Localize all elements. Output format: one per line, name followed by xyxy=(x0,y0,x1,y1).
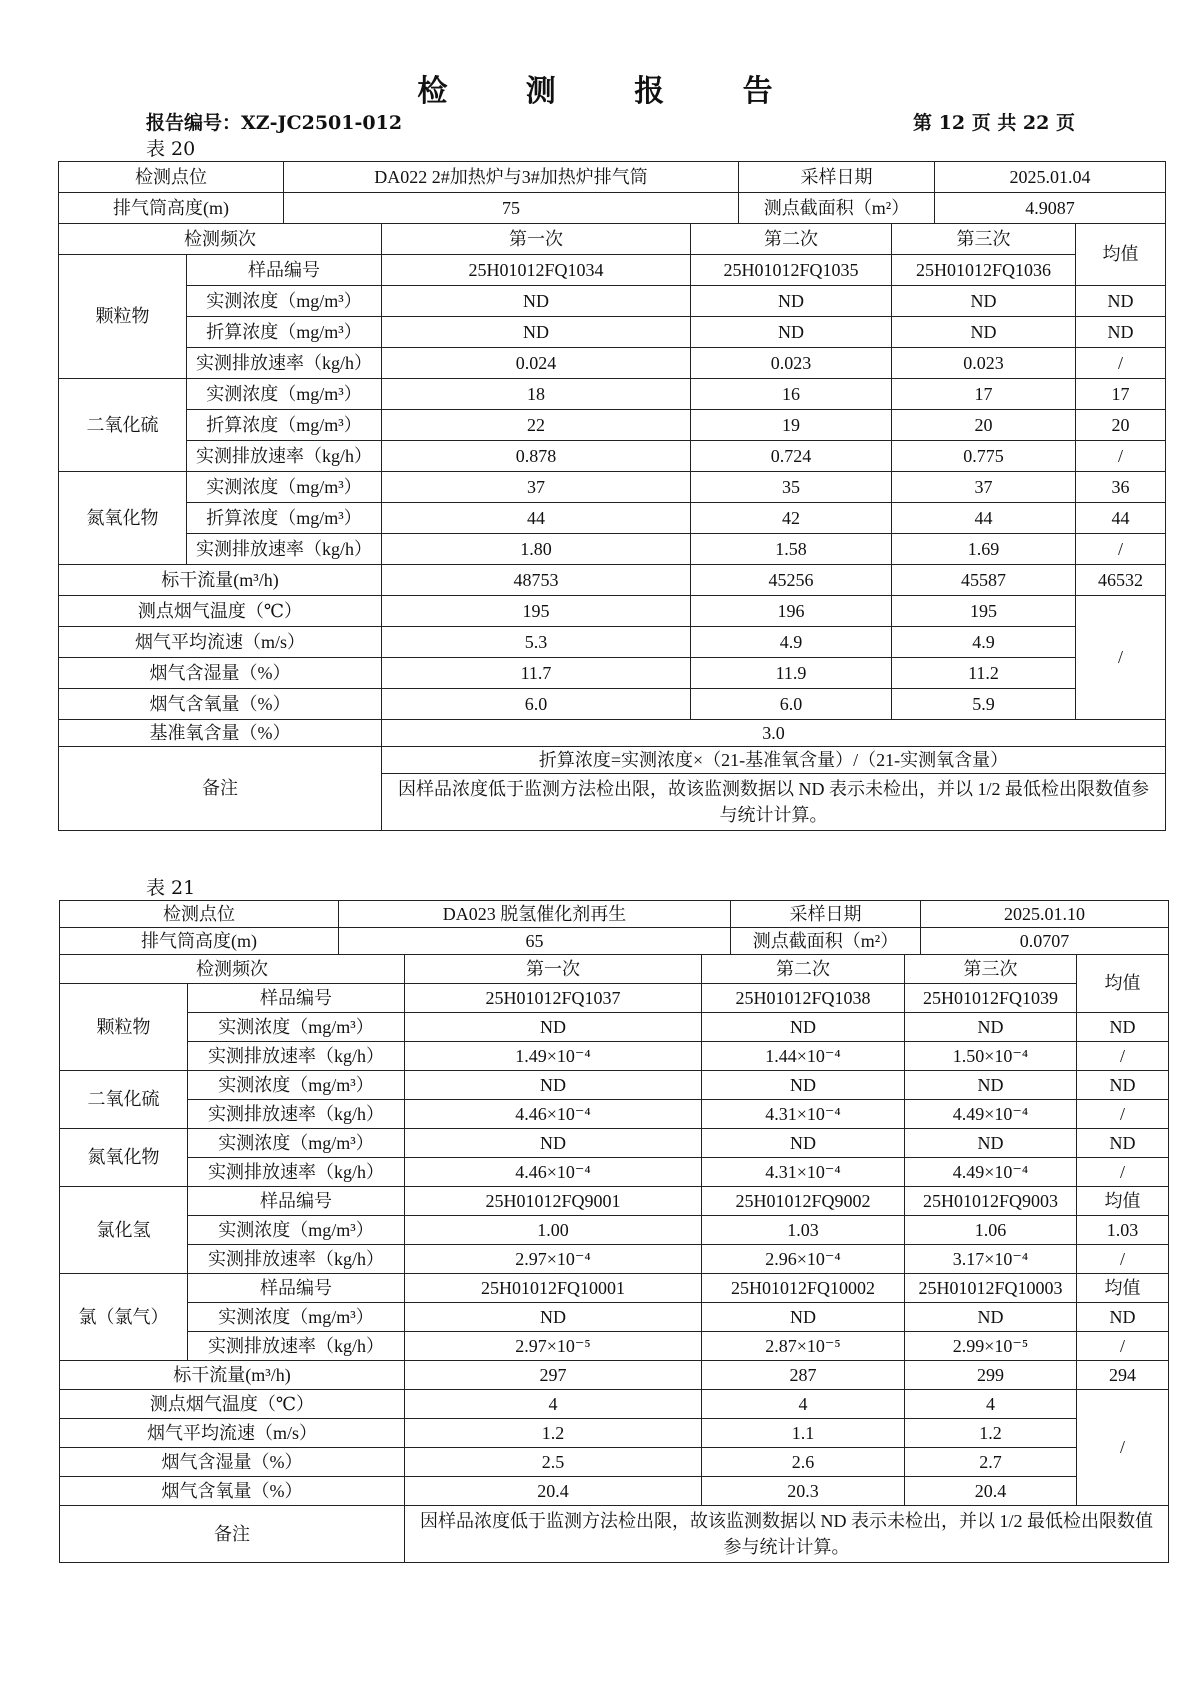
cell-value: 3.17×10⁻⁴ xyxy=(905,1245,1077,1274)
cell-value: 0.878 xyxy=(382,441,691,472)
cell-sample-label: 样品编号 xyxy=(188,1274,405,1303)
table20-label: 表 20 xyxy=(146,138,196,160)
cell-pollutant-nox: 氮氧化物 xyxy=(60,1129,188,1187)
cell-freq-label: 检测频次 xyxy=(60,955,405,984)
cell-row-label: 标干流量(m³/h) xyxy=(59,565,382,596)
cell-height: 65 xyxy=(339,928,731,955)
cell-sample-label: 样品编号 xyxy=(188,1187,405,1216)
cell-row-label: 实测排放速率（kg/h） xyxy=(188,1042,405,1071)
cell-row-label: 实测排放速率（kg/h） xyxy=(187,534,382,565)
cell-area: 0.0707 xyxy=(921,928,1169,955)
cell-value: 1.80 xyxy=(382,534,691,565)
cell-sample: 25H01012FQ1034 xyxy=(382,255,691,286)
cell-value: 6.0 xyxy=(691,689,892,720)
cell-row-label: 实测浓度（mg/m³） xyxy=(187,472,382,503)
cell-date-label: 采样日期 xyxy=(731,901,921,928)
cell-avg: / xyxy=(1077,1100,1169,1129)
cell-avg: / xyxy=(1076,441,1166,472)
cell-value: 4 xyxy=(702,1390,905,1419)
cell-value: 4.49×10⁻⁴ xyxy=(905,1158,1077,1187)
cell-value: 4.31×10⁻⁴ xyxy=(702,1158,905,1187)
cell-row-label: 烟气含氧量（%） xyxy=(60,1477,405,1506)
cell-avg: / xyxy=(1076,596,1166,720)
page-info: 第 12 页 共 22 页 xyxy=(913,112,1075,134)
table-row xyxy=(59,596,1166,627)
cell-avg-label: 均值 xyxy=(1077,955,1169,1013)
table-row xyxy=(60,928,1169,955)
cell-pollutant-nox: 氮氧化物 xyxy=(59,472,187,565)
cell-remark-note: 因样品浓度低于监测方法检出限，故该监测数据以 ND 表示未检出，并以 1/2 最低检出限数值参与统计计算。 xyxy=(382,774,1166,831)
cell-value: 48753 xyxy=(382,565,691,596)
cell-row-label: 实测浓度（mg/m³） xyxy=(188,1303,405,1332)
cell-sample: 25H01012FQ1039 xyxy=(905,984,1077,1013)
cell-sample: 25H01012FQ1037 xyxy=(405,984,702,1013)
cell-value: 4 xyxy=(405,1390,702,1419)
cell-value: 1.03 xyxy=(702,1216,905,1245)
cell-avg-label: 均值 xyxy=(1077,1187,1169,1216)
cell-sample: 25H01012FQ10003 xyxy=(905,1274,1077,1303)
cell-value: 20 xyxy=(892,410,1076,441)
cell-sample: 25H01012FQ1035 xyxy=(691,255,892,286)
cell-row-label: 标干流量(m³/h) xyxy=(60,1361,405,1390)
cell-freq-label: 检测频次 xyxy=(59,224,382,255)
cell-value: 0.024 xyxy=(382,348,691,379)
cell-value: 0.023 xyxy=(892,348,1076,379)
cell-value: 2.96×10⁻⁴ xyxy=(702,1245,905,1274)
table-row xyxy=(59,224,1166,255)
cell-avg: ND xyxy=(1077,1071,1169,1100)
table-row xyxy=(60,1129,1169,1158)
cell-value: 195 xyxy=(382,596,691,627)
cell-value: 196 xyxy=(691,596,892,627)
cell-value: 1.00 xyxy=(405,1216,702,1245)
cell-value: 1.2 xyxy=(905,1419,1077,1448)
cell-value: ND xyxy=(905,1071,1077,1100)
cell-value: 2.97×10⁻⁵ xyxy=(405,1332,702,1361)
cell-avg-label: 均值 xyxy=(1077,1274,1169,1303)
cell-value: ND xyxy=(691,317,892,348)
cell-avg: 294 xyxy=(1077,1361,1169,1390)
cell-value: 20.3 xyxy=(702,1477,905,1506)
cell-point: DA022 2#加热炉与3#加热炉排气筒 xyxy=(284,162,739,193)
cell-value: 299 xyxy=(905,1361,1077,1390)
page-title: 检 测 报 告 xyxy=(417,74,807,109)
cell-value: 4.46×10⁻⁴ xyxy=(405,1100,702,1129)
cell-row-label: 测点烟气温度（℃） xyxy=(59,596,382,627)
cell-row-label: 折算浓度（mg/m³） xyxy=(187,410,382,441)
table-row xyxy=(59,255,1166,286)
table-row xyxy=(60,1506,1169,1563)
cell-value: 2.6 xyxy=(702,1448,905,1477)
cell-value: ND xyxy=(382,286,691,317)
cell-value: 4 xyxy=(905,1390,1077,1419)
cell-pollutant-so2: 二氧化硫 xyxy=(59,379,187,472)
cell-remark-formula: 折算浓度=实测浓度×（21-基准氧含量）/（21-实测氧含量） xyxy=(382,747,1166,774)
cell-height-label: 排气筒高度(m) xyxy=(59,193,284,224)
cell-value: 42 xyxy=(691,503,892,534)
cell-value: 1.06 xyxy=(905,1216,1077,1245)
table-row xyxy=(60,1303,1169,1332)
cell-avg: ND xyxy=(1076,286,1166,317)
cell-value: 2.7 xyxy=(905,1448,1077,1477)
cell-value: ND xyxy=(892,286,1076,317)
cell-avg: 20 xyxy=(1076,410,1166,441)
cell-row-label: 实测浓度（mg/m³） xyxy=(188,1071,405,1100)
cell-remarks-label: 备注 xyxy=(59,747,382,831)
table-row xyxy=(60,1042,1169,1071)
cell-avg: / xyxy=(1077,1390,1169,1506)
cell-value: 20.4 xyxy=(405,1477,702,1506)
table21-label: 表 21 xyxy=(146,877,196,899)
cell-value: 297 xyxy=(405,1361,702,1390)
cell-avg: ND xyxy=(1076,317,1166,348)
cell-row-label: 烟气含湿量（%） xyxy=(59,658,382,689)
cell-value: ND xyxy=(892,317,1076,348)
table-row xyxy=(59,472,1166,503)
cell-value: 45587 xyxy=(892,565,1076,596)
table-row xyxy=(60,984,1169,1013)
table-row xyxy=(59,193,1166,224)
cell-value: ND xyxy=(691,286,892,317)
cell-remark-note: 因样品浓度低于监测方法检出限，故该监测数据以 ND 表示未检出，并以 1/2 最低检出限数值参与统计计算。 xyxy=(405,1506,1169,1563)
cell-value: ND xyxy=(405,1129,702,1158)
cell-avg: ND xyxy=(1077,1129,1169,1158)
cell-sample: 25H01012FQ1036 xyxy=(892,255,1076,286)
cell-value: 5.9 xyxy=(892,689,1076,720)
cell-pollutant-hcl: 氯化氢 xyxy=(60,1187,188,1274)
cell-row-label: 实测浓度（mg/m³） xyxy=(188,1216,405,1245)
cell-avg: / xyxy=(1077,1332,1169,1361)
cell-value: 1.49×10⁻⁴ xyxy=(405,1042,702,1071)
table-row xyxy=(59,658,1166,689)
cell-run3: 第三次 xyxy=(905,955,1077,984)
cell-run2: 第二次 xyxy=(702,955,905,984)
table-row xyxy=(59,162,1166,193)
cell-value: 16 xyxy=(691,379,892,410)
cell-avg: / xyxy=(1076,534,1166,565)
cell-sample: 25H01012FQ10002 xyxy=(702,1274,905,1303)
cell-value: 1.1 xyxy=(702,1419,905,1448)
cell-row-label: 实测排放速率（kg/h） xyxy=(187,348,382,379)
cell-value: ND xyxy=(702,1071,905,1100)
cell-value: 1.58 xyxy=(691,534,892,565)
cell-value: ND xyxy=(905,1129,1077,1158)
cell-value: 2.97×10⁻⁴ xyxy=(405,1245,702,1274)
cell-row-label: 实测排放速率（kg/h） xyxy=(187,441,382,472)
cell-value: 0.724 xyxy=(691,441,892,472)
cell-value: 4.31×10⁻⁴ xyxy=(702,1100,905,1129)
table-row xyxy=(60,1390,1169,1419)
table-row xyxy=(59,627,1166,658)
cell-value: 11.2 xyxy=(892,658,1076,689)
cell-row-label: 烟气含氧量（%） xyxy=(59,689,382,720)
cell-value: 35 xyxy=(691,472,892,503)
table-row xyxy=(59,317,1166,348)
cell-sample: 25H01012FQ10001 xyxy=(405,1274,702,1303)
table-row xyxy=(60,1158,1169,1187)
cell-value: 18 xyxy=(382,379,691,410)
table-row xyxy=(59,441,1166,472)
table-row xyxy=(59,503,1166,534)
cell-avg: ND xyxy=(1077,1013,1169,1042)
cell-value: 37 xyxy=(892,472,1076,503)
cell-avg: / xyxy=(1076,348,1166,379)
report-number: 报告编号：XZ-JC2501-012 xyxy=(146,112,403,134)
cell-run1: 第一次 xyxy=(405,955,702,984)
cell-value: 2.99×10⁻⁵ xyxy=(905,1332,1077,1361)
cell-value: 3.0 xyxy=(382,720,1166,747)
table-row xyxy=(60,1448,1169,1477)
cell-point: DA023 脱氢催化剂再生 xyxy=(339,901,731,928)
cell-row-label: 实测浓度（mg/m³） xyxy=(188,1013,405,1042)
table-row xyxy=(60,1216,1169,1245)
cell-value: 19 xyxy=(691,410,892,441)
table21 xyxy=(59,900,1169,1563)
cell-value: 1.44×10⁻⁴ xyxy=(702,1042,905,1071)
table-row xyxy=(59,747,1166,774)
cell-point-label: 检测点位 xyxy=(60,901,339,928)
cell-value: 2.87×10⁻⁵ xyxy=(702,1332,905,1361)
table-row xyxy=(60,1071,1169,1100)
cell-value: ND xyxy=(405,1013,702,1042)
cell-avg: 1.03 xyxy=(1077,1216,1169,1245)
table-row xyxy=(60,1361,1169,1390)
cell-avg: / xyxy=(1077,1245,1169,1274)
cell-run1: 第一次 xyxy=(382,224,691,255)
cell-avg: 46532 xyxy=(1076,565,1166,596)
cell-avg: / xyxy=(1077,1158,1169,1187)
table-row xyxy=(59,286,1166,317)
cell-row-label: 基准氧含量（%） xyxy=(59,720,382,747)
cell-row-label: 实测排放速率（kg/h） xyxy=(188,1100,405,1129)
cell-value: 1.2 xyxy=(405,1419,702,1448)
table-row xyxy=(59,410,1166,441)
cell-value: ND xyxy=(405,1303,702,1332)
cell-value: 4.46×10⁻⁴ xyxy=(405,1158,702,1187)
cell-value: 20.4 xyxy=(905,1477,1077,1506)
cell-run3: 第三次 xyxy=(892,224,1076,255)
cell-value: ND xyxy=(382,317,691,348)
cell-value: 22 xyxy=(382,410,691,441)
table-row xyxy=(59,565,1166,596)
cell-value: 2.5 xyxy=(405,1448,702,1477)
cell-row-label: 实测排放速率（kg/h） xyxy=(188,1332,405,1361)
table20 xyxy=(58,161,1166,831)
table-row xyxy=(59,689,1166,720)
table-row xyxy=(60,955,1169,984)
cell-row-label: 折算浓度（mg/m³） xyxy=(187,503,382,534)
cell-value: 37 xyxy=(382,472,691,503)
cell-value: 6.0 xyxy=(382,689,691,720)
cell-row-label: 实测排放速率（kg/h） xyxy=(188,1158,405,1187)
cell-pollutant-pm: 颗粒物 xyxy=(60,984,188,1071)
cell-value: ND xyxy=(702,1129,905,1158)
table-row xyxy=(59,534,1166,565)
cell-sample: 25H01012FQ9001 xyxy=(405,1187,702,1216)
cell-date-label: 采样日期 xyxy=(739,162,935,193)
table-row xyxy=(60,1187,1169,1216)
cell-value: 11.9 xyxy=(691,658,892,689)
cell-run2: 第二次 xyxy=(691,224,892,255)
cell-value: 0.023 xyxy=(691,348,892,379)
cell-value: 45256 xyxy=(691,565,892,596)
cell-avg-label: 均值 xyxy=(1076,224,1166,286)
cell-sample-label: 样品编号 xyxy=(188,984,405,1013)
cell-value: ND xyxy=(702,1303,905,1332)
table-row xyxy=(59,379,1166,410)
cell-row-label: 烟气平均流速（m/s） xyxy=(59,627,382,658)
cell-row-label: 测点烟气温度（℃） xyxy=(60,1390,405,1419)
cell-value: 4.9 xyxy=(892,627,1076,658)
table-row xyxy=(60,1100,1169,1129)
cell-row-label: 烟气平均流速（m/s） xyxy=(60,1419,405,1448)
table-row xyxy=(60,1332,1169,1361)
cell-area-label: 测点截面积（m²） xyxy=(731,928,921,955)
cell-height: 75 xyxy=(284,193,739,224)
cell-value: 44 xyxy=(892,503,1076,534)
cell-value: ND xyxy=(405,1071,702,1100)
table-row xyxy=(60,1274,1169,1303)
cell-row-label: 实测排放速率（kg/h） xyxy=(188,1245,405,1274)
cell-value: ND xyxy=(905,1013,1077,1042)
cell-value: 11.7 xyxy=(382,658,691,689)
cell-pollutant-pm: 颗粒物 xyxy=(59,255,187,379)
table-row xyxy=(60,1245,1169,1274)
cell-avg: 44 xyxy=(1076,503,1166,534)
cell-value: 5.3 xyxy=(382,627,691,658)
cell-date: 2025.01.10 xyxy=(921,901,1169,928)
table-row xyxy=(60,1013,1169,1042)
cell-point-label: 检测点位 xyxy=(59,162,284,193)
table-row xyxy=(60,1477,1169,1506)
cell-avg: / xyxy=(1077,1042,1169,1071)
cell-pollutant-cl2: 氯（氯气） xyxy=(60,1274,188,1361)
table-row xyxy=(60,901,1169,928)
cell-area-label: 测点截面积（m²） xyxy=(739,193,935,224)
cell-value: ND xyxy=(702,1013,905,1042)
cell-value: 0.775 xyxy=(892,441,1076,472)
table-row xyxy=(59,348,1166,379)
cell-date: 2025.01.04 xyxy=(935,162,1166,193)
cell-area: 4.9087 xyxy=(935,193,1166,224)
cell-sample: 25H01012FQ9003 xyxy=(905,1187,1077,1216)
cell-value: 1.50×10⁻⁴ xyxy=(905,1042,1077,1071)
cell-value: 195 xyxy=(892,596,1076,627)
cell-value: 4.9 xyxy=(691,627,892,658)
cell-row-label: 实测浓度（mg/m³） xyxy=(187,286,382,317)
cell-row-label: 实测浓度（mg/m³） xyxy=(187,379,382,410)
cell-height-label: 排气筒高度(m) xyxy=(60,928,339,955)
cell-value: 17 xyxy=(892,379,1076,410)
cell-row-label: 实测浓度（mg/m³） xyxy=(188,1129,405,1158)
cell-value: 44 xyxy=(382,503,691,534)
cell-pollutant-so2: 二氧化硫 xyxy=(60,1071,188,1129)
cell-row-label: 折算浓度（mg/m³） xyxy=(187,317,382,348)
cell-value: 4.49×10⁻⁴ xyxy=(905,1100,1077,1129)
cell-sample: 25H01012FQ1038 xyxy=(702,984,905,1013)
cell-avg: 17 xyxy=(1076,379,1166,410)
cell-value: ND xyxy=(905,1303,1077,1332)
cell-value: 1.69 xyxy=(892,534,1076,565)
cell-avg: 36 xyxy=(1076,472,1166,503)
table-row xyxy=(59,720,1166,747)
cell-row-label: 烟气含湿量（%） xyxy=(60,1448,405,1477)
cell-sample: 25H01012FQ9002 xyxy=(702,1187,905,1216)
cell-value: 287 xyxy=(702,1361,905,1390)
cell-avg: ND xyxy=(1077,1303,1169,1332)
cell-sample-label: 样品编号 xyxy=(187,255,382,286)
table-row xyxy=(60,1419,1169,1448)
cell-remarks-label: 备注 xyxy=(60,1506,405,1563)
